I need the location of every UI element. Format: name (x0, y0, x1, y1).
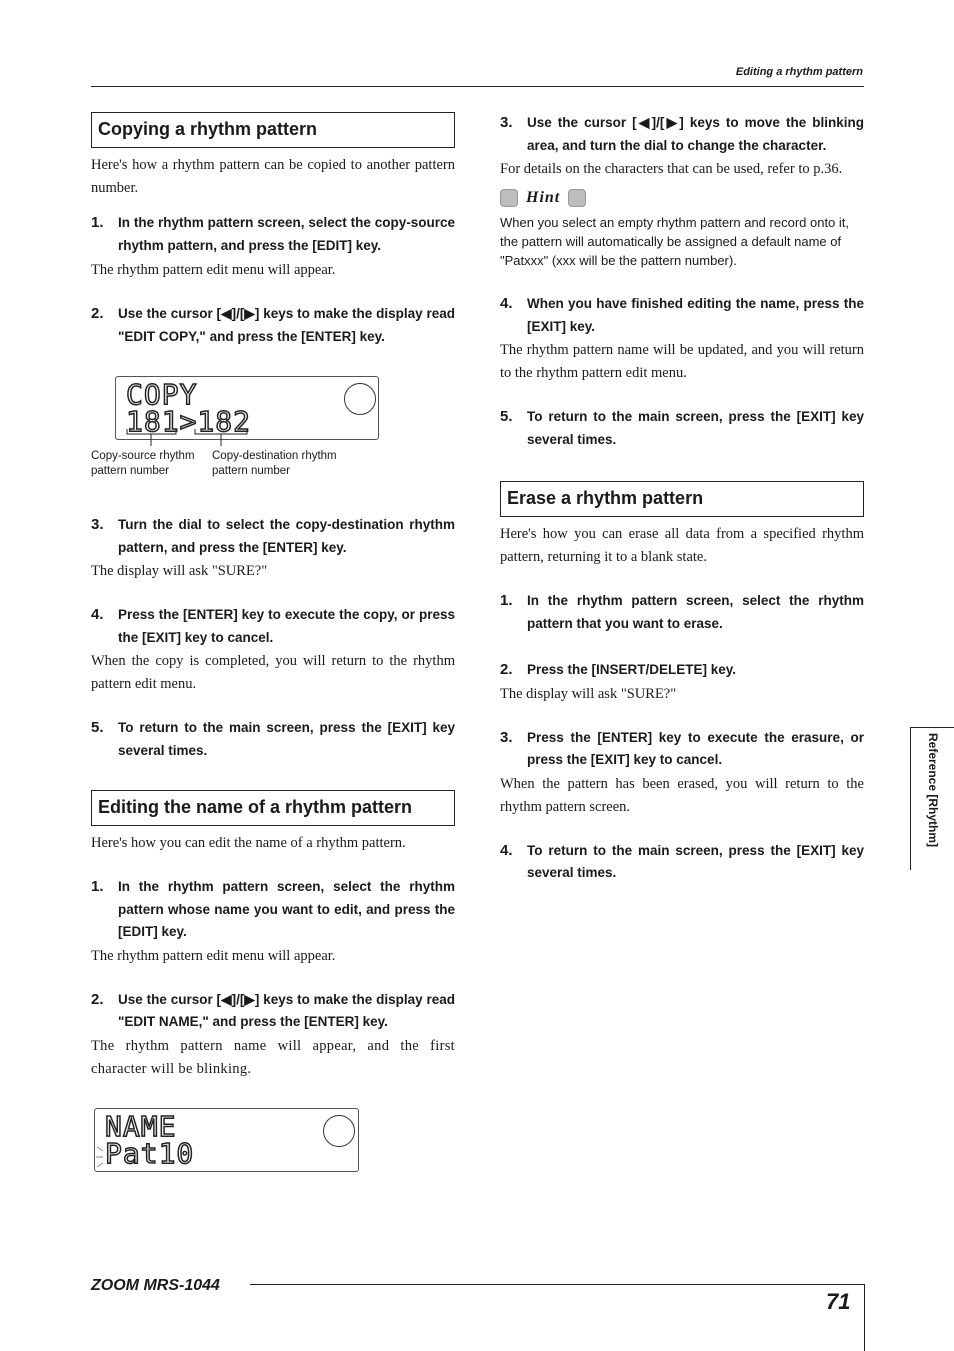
name-section-title: Editing the name of a rhythm pattern (91, 790, 455, 826)
copy-step-4-result: When the copy is completed, you will return to the rhythm pattern edit menu. (91, 653, 455, 692)
step-number: 2. (91, 305, 104, 322)
lcd-indicator-circle (323, 1115, 355, 1147)
step-text: To return to the main screen, press the [EXIT] key several times. (527, 842, 864, 880)
footer-rule (250, 1284, 865, 1285)
copy-step-3 (91, 514, 455, 559)
step-text: Press the [INSERT/DELETE] key. (527, 662, 737, 677)
copy-step-3-result: The display will ask "SURE?" (91, 563, 268, 579)
lcd-line-1: NAME (105, 1109, 177, 1143)
erase-step-2 (500, 659, 864, 682)
running-header: Editing a rhythm pattern (735, 66, 863, 78)
erase-section-title: Erase a rhythm pattern (500, 481, 864, 517)
step-number: 3. (500, 728, 513, 746)
step-number: 5. (500, 408, 513, 425)
copy-section-title: Copying a rhythm pattern (91, 112, 455, 148)
name-step-3-result: For details on the characters that can be used, refer to p.36. (500, 161, 843, 177)
page-number: 71 (826, 1289, 851, 1314)
step-number: 3. (91, 516, 104, 533)
copy-callout-lines (91, 366, 455, 514)
name-step-4-result: The rhythm pattern name will be updated, and you will return to the rhythm pattern edit menu. (500, 342, 864, 381)
step-text: Use the cursor [◀]/[▶] keys to make the display read "EDIT COPY," and press the [ENTER] key. (118, 306, 455, 344)
step-number: 3. (500, 114, 513, 131)
step-number: 4. (500, 295, 513, 312)
step-text: Turn the dial to select the copy-destination rhythm pattern, and press the [ENTER] key. (118, 517, 455, 555)
hint-left-square-icon (500, 189, 518, 207)
name-step-4 (500, 293, 864, 338)
left-column (91, 112, 455, 1172)
lcd-line-1: COPY (126, 378, 198, 411)
step-text: Press the [ENTER] key to execute the copy, or press the [EXIT] key to cancel. (118, 607, 455, 645)
step-number: 2. (500, 661, 513, 678)
lcd-line-2: Pat10 (105, 1136, 195, 1170)
side-tab-label: Reference [Rhythm] (926, 733, 940, 848)
step-text: In the rhythm pattern screen, select the copy-source rhythm pattern, and press the [EDIT] key. (118, 215, 455, 253)
name-step-5 (500, 406, 864, 451)
step-text: In the rhythm pattern screen, select the rhythm pattern that you want to erase. (527, 593, 864, 631)
step-number: 1. (500, 592, 513, 609)
copy-step-1 (91, 212, 455, 257)
step-text: To return to the main screen, press the [EXIT] key several times. (527, 409, 864, 447)
name-step-3 (500, 112, 864, 157)
copy-intro: Here's how a rhythm pattern can be copied to another pattern number. (91, 157, 455, 196)
step-text: In the rhythm pattern screen, select the rhythm pattern whose name you want to edit, and press the [EDIT] key. (118, 879, 455, 939)
step-number: 5. (91, 719, 104, 736)
right-column (500, 112, 864, 885)
footer-model-name: ZOOM MRS-1044 (91, 1277, 220, 1294)
step-number: 4. (91, 606, 104, 623)
name-intro: Here's how you can edit the name of a rhythm pattern. (91, 835, 406, 851)
footer-vertical-rule (864, 1284, 865, 1351)
callout-copy-destination: Copy-destination rhythm pattern number (212, 450, 337, 477)
step-text: Use the cursor [◀]/[▶] keys to make the display read "EDIT NAME," and press the [ENTER] key. (118, 991, 455, 1029)
copy-step-2 (91, 303, 455, 348)
header-rule (91, 86, 864, 87)
step-number: 4. (500, 841, 513, 859)
erase-step-4 (500, 840, 864, 885)
step-text: To return to the main screen, press the [EXIT] key several times. (118, 720, 455, 758)
copy-lcd-figure (91, 366, 455, 514)
name-step-2 (91, 989, 455, 1034)
erase-intro: Here's how you can erase all data from a specified rhythm pattern, returning it to a blank state. (500, 526, 864, 565)
name-step-1-result: The rhythm pattern edit menu will appear. (91, 947, 336, 964)
name-step-2-result: The rhythm pattern name will appear, and the first character will be blinking. (91, 1037, 455, 1077)
hint-right-square-icon (568, 189, 586, 207)
erase-step-2-result: The display will ask "SURE?" (500, 685, 677, 702)
step-text: Press the [ENTER] key to execute the erasure, or press the [EXIT] key to cancel. (527, 729, 864, 767)
erase-step-3-result: When the pattern has been erased, you will return to the rhythm pattern screen. (500, 775, 864, 815)
hint-header (500, 189, 864, 207)
name-step-1 (91, 876, 455, 944)
step-number: 1. (91, 878, 104, 895)
copy-step-4 (91, 604, 455, 649)
step-text: Use the cursor [◀]/[▶] keys to move the blinking area, and turn the dial to change the character. (527, 115, 864, 153)
erase-step-1 (500, 590, 864, 635)
hint-text: When you select an empty rhythm pattern and record onto it, the pattern will automatically be assigned a default name of "Patxxx" (xxx will be the pattern number). (500, 215, 850, 268)
callout-copy-source: Copy-source rhythm pattern number (91, 450, 195, 477)
erase-step-3 (500, 727, 864, 772)
step-number: 1. (91, 214, 104, 231)
name-lcd-display (94, 1108, 359, 1172)
hint-label: Hint (526, 189, 561, 206)
lcd-line-2: 181>182 (126, 405, 252, 438)
copy-step-5 (91, 717, 455, 762)
blink-indicator-icon (95, 1143, 107, 1173)
copy-step-1-result: The rhythm pattern edit menu will appear. (91, 262, 336, 278)
step-number: 2. (91, 990, 104, 1008)
step-text: When you have finished editing the name, press the [EXIT] key. (527, 296, 864, 334)
